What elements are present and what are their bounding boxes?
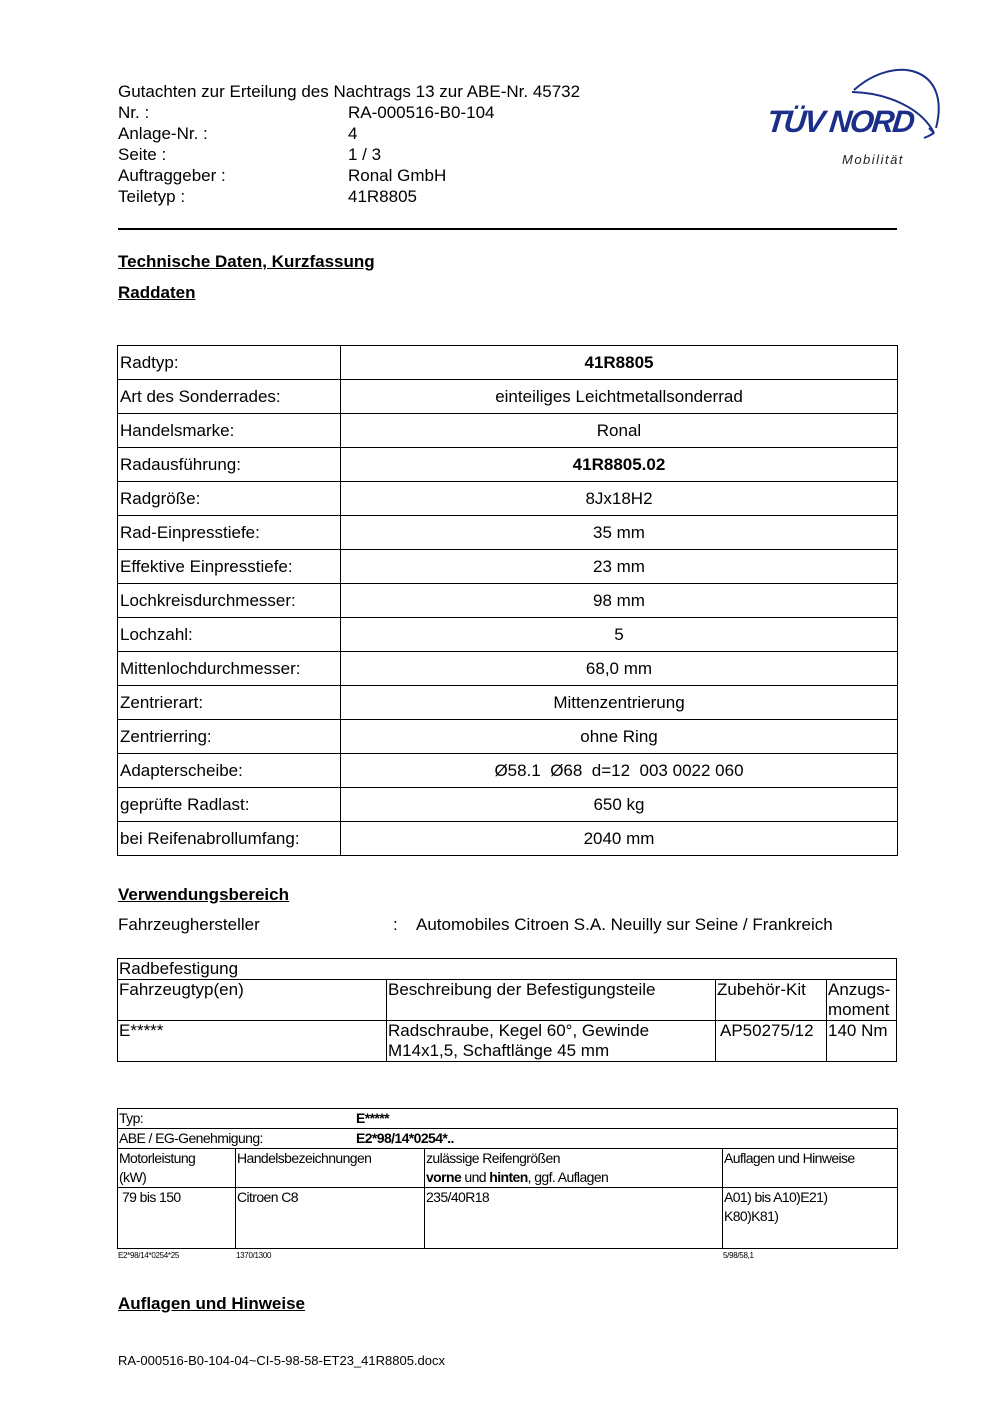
table-row: geprüfte Radlast: 650 kg (118, 788, 898, 822)
code-genehmigung: E2*98/14*0254*25 (118, 1251, 180, 1260)
document-footer-filename: RA-000516-B0-104-04~CI-5-98-58-ET23_41R8805.docx (118, 1353, 446, 1368)
typ-table (117, 1108, 898, 1249)
tuev-nord-logo (764, 58, 944, 173)
table-row: 79 bis 150 Citroen C8 235/40R18 A01) bis A10)E21) K80)K81) (118, 1188, 898, 1249)
table-row: Radtyp: 41R8805 (118, 346, 898, 380)
table-row: Zentrierart: Mittenzentrierung (118, 686, 898, 720)
table-row: Radbefestigung (118, 959, 897, 980)
table-row: Zentrierring: ohne Ring (118, 720, 898, 754)
table-row: Typ: E***** (118, 1109, 898, 1129)
header-row: Nr. : RA-000516-B0-104 (118, 103, 495, 122)
section-heading-auflagen: Auflagen und Hinweise (118, 1294, 306, 1313)
table-row: Effektive Einpresstiefe: 23 mm (118, 550, 898, 584)
table-row: E***** Radschraube, Kegel 60°, Gewinde M14x1,5, Schaftlänge 45 mm AP50275/12 140 Nm (118, 1021, 897, 1062)
befestigung-table (117, 958, 897, 1062)
header-row: Seite : 1 / 3 (118, 145, 382, 164)
header-row: Anlage-Nr. : 4 (118, 124, 358, 143)
table-row: Rad-Einpresstiefe: 35 mm (118, 516, 898, 550)
table-row: bei Reifenabrollumfang: 2040 mm (118, 822, 898, 856)
table-row: Adapterscheibe: Ø58.1 Ø68 d=12 003 0022 060 (118, 754, 898, 788)
header-row: Auftraggeber : Ronal GmbH (118, 166, 447, 185)
table-row: Radausführung: 41R8805.02 (118, 448, 898, 482)
section-heading-verwendung: Verwendungsbereich (118, 885, 289, 904)
table-row: Lochkreisdurchmesser: 98 mm (118, 584, 898, 618)
table-header-row: Motorleistung (kW) Handelsbezeichnungen zulässige Reifengrößen vorne und hinten, ggf. Auflagen Auflagen und Hinweise (118, 1149, 898, 1188)
section-heading-tech: Technische Daten, Kurzfassung (118, 252, 375, 271)
manufacturer-line: Fahrzeughersteller : Automobiles Citroen S.A. Neuilly sur Seine / Frankreich (118, 915, 833, 934)
table-row: Radgröße: 8Jx18H2 (118, 482, 898, 516)
document-title: Gutachten zur Erteilung des Nachtrags 13 zur ABE-Nr. 45732 (118, 82, 581, 101)
table-row: Lochzahl: 5 (118, 618, 898, 652)
raddaten-table (117, 345, 898, 856)
logo-subtitle: Mobilität (842, 152, 904, 167)
code-handel: 1370/1300 (236, 1251, 272, 1260)
logo-brand: TÜV NORD (765, 104, 915, 139)
table-row: Art des Sonderrades: einteiliges Leichtmetallsonderrad (118, 380, 898, 414)
document-header (118, 81, 580, 207)
table-row: ABE / EG-Genehmigung: E2*98/14*0254*.. (118, 1129, 898, 1149)
code-auflagen: 5/98/58,1 (723, 1251, 754, 1260)
header-divider (118, 228, 897, 230)
table-header-row: Fahrzeugtyp(en) Beschreibung der Befestigungsteile Zubehör-Kit Anzugs- moment (118, 980, 897, 1021)
section-heading-raddaten: Raddaten (118, 283, 196, 302)
header-row: Teiletyp : 41R8805 (118, 187, 418, 206)
table-row: Handelsmarke: Ronal (118, 414, 898, 448)
table-row: Mittenlochdurchmesser: 68,0 mm (118, 652, 898, 686)
